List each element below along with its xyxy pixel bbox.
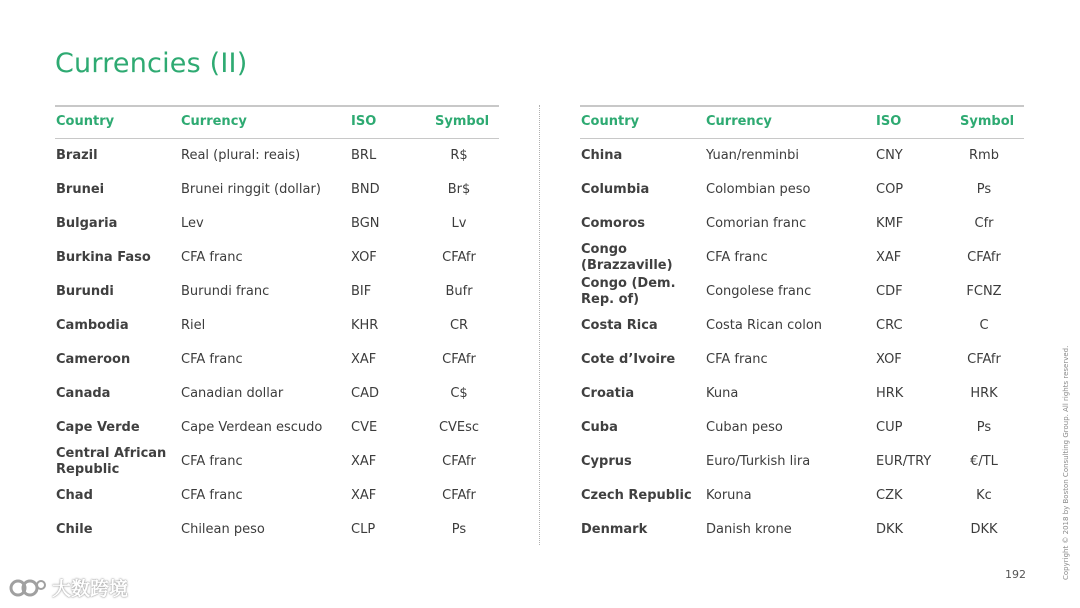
symbol-cell: Lv xyxy=(451,216,467,231)
header-iso: ISO xyxy=(876,114,902,129)
iso-cell: HRK xyxy=(876,386,904,401)
symbol-cell: DKK xyxy=(970,522,998,537)
iso-cell: BND xyxy=(351,182,380,197)
country-cell: Bulgaria xyxy=(56,216,118,231)
currency-cell: Colombian peso xyxy=(706,182,811,197)
iso-cell: CZK xyxy=(876,488,903,503)
iso-cell: BGN xyxy=(351,216,380,231)
country-cell: Costa Rica xyxy=(581,318,658,333)
iso-cell: XOF xyxy=(876,352,902,367)
table-row xyxy=(55,173,499,207)
symbol-cell: CFAfr xyxy=(967,250,1001,265)
symbol-cell: Ps xyxy=(976,182,992,197)
country-cell: Cambodia xyxy=(56,318,129,333)
table-header xyxy=(580,105,1024,139)
watermark-text: 大数跨境 xyxy=(52,578,129,600)
header-currency: Currency xyxy=(706,114,772,129)
table-row xyxy=(55,445,499,479)
currency-cell: CFA franc xyxy=(181,454,243,469)
watermark xyxy=(8,574,128,601)
iso-cell: CRC xyxy=(876,318,903,333)
country-cell: Cuba xyxy=(581,420,618,435)
currency-cell: Kuna xyxy=(706,386,739,401)
iso-cell: XOF xyxy=(351,250,377,265)
symbol-cell: CFAfr xyxy=(442,250,476,265)
table-row xyxy=(55,309,499,343)
symbol-cell: Kc xyxy=(976,488,992,503)
iso-cell: XAF xyxy=(876,250,902,265)
country-cell: Cote d’Ivoire xyxy=(581,352,676,367)
currency-cell: Chilean peso xyxy=(181,522,265,537)
iso-cell: COP xyxy=(876,182,904,197)
country-cell: Comoros xyxy=(581,216,646,231)
currency-cell: Brunei ringgit (dollar) xyxy=(181,182,321,197)
iso-cell: EUR/TRY xyxy=(876,454,932,469)
symbol-cell: CFAfr xyxy=(442,454,476,469)
page-title: Currencies (II) xyxy=(55,48,248,79)
currency-cell: CFA franc xyxy=(706,352,768,367)
symbol-cell: Ps xyxy=(451,522,467,537)
table-body-left xyxy=(55,139,499,547)
symbol-cell: CFAfr xyxy=(442,488,476,503)
symbol-cell: CFAfr xyxy=(967,352,1001,367)
table-row xyxy=(55,479,499,513)
iso-cell: CVE xyxy=(351,420,378,435)
table-row xyxy=(580,411,1024,445)
country-cell: Burkina Faso xyxy=(56,250,151,265)
table-row xyxy=(55,513,499,547)
currency-cell: CFA franc xyxy=(706,250,768,265)
country-cell: Czech Republic xyxy=(581,488,692,503)
iso-cell: KMF xyxy=(876,216,904,231)
header-country: Country xyxy=(56,114,115,129)
symbol-cell: HRK xyxy=(970,386,998,401)
symbol-cell: Rmb xyxy=(969,148,999,163)
currency-cell: Koruna xyxy=(706,488,752,503)
currency-cell: CFA franc xyxy=(181,352,243,367)
country-cell: Cyprus xyxy=(581,454,632,469)
table-row xyxy=(580,173,1024,207)
table-row xyxy=(580,445,1024,479)
iso-cell: CAD xyxy=(351,386,379,401)
country-cell: Cape Verde xyxy=(56,420,140,435)
currency-cell: Congolese franc xyxy=(706,284,812,299)
country-cell: Columbia xyxy=(581,182,650,197)
currency-table-left xyxy=(55,105,499,547)
iso-cell: CNY xyxy=(876,148,903,163)
currency-cell: CFA franc xyxy=(181,488,243,503)
table-row xyxy=(55,241,499,275)
table-row xyxy=(580,309,1024,343)
currency-table-right xyxy=(580,105,1024,547)
table-row xyxy=(55,377,499,411)
symbol-cell: FCNZ xyxy=(966,284,1002,299)
symbol-cell: C$ xyxy=(450,386,468,401)
symbol-cell: Cfr xyxy=(974,216,994,231)
iso-cell: KHR xyxy=(351,318,379,333)
page-number: 192 xyxy=(1005,568,1026,581)
iso-cell: CDF xyxy=(876,284,903,299)
iso-cell: CUP xyxy=(876,420,903,435)
country-cell: Canada xyxy=(56,386,111,401)
header-symbol: Symbol xyxy=(960,114,1015,129)
country-cell: Denmark xyxy=(581,522,648,537)
country-cell: Croatia xyxy=(581,386,635,401)
iso-cell: CLP xyxy=(351,522,376,537)
table-row xyxy=(580,207,1024,241)
iso-cell: XAF xyxy=(351,454,377,469)
country-cell: Brunei xyxy=(56,182,105,197)
symbol-cell: CVEsc xyxy=(438,420,480,435)
table-row xyxy=(580,241,1024,275)
column-divider xyxy=(539,105,540,545)
iso-cell: XAF xyxy=(351,488,377,503)
currency-cell: Euro/Turkish lira xyxy=(706,454,811,469)
country-cell: Congo (Brazzaville) xyxy=(581,242,673,273)
iso-cell: DKK xyxy=(876,522,904,537)
country-cell: China xyxy=(581,148,623,163)
currency-cell: Real (plural: reais) xyxy=(181,148,301,163)
watermark-logo-icon xyxy=(8,576,48,600)
currency-cell: Canadian dollar xyxy=(181,386,284,401)
table-row xyxy=(580,275,1024,309)
symbol-cell: CFAfr xyxy=(442,352,476,367)
header-iso: ISO xyxy=(351,114,377,129)
country-cell: Chad xyxy=(56,488,93,503)
header-country: Country xyxy=(581,114,640,129)
currency-cell: CFA franc xyxy=(181,250,243,265)
table-row xyxy=(580,139,1024,173)
currency-cell: Yuan/renminbi xyxy=(706,148,799,163)
currency-cell: Burundi franc xyxy=(181,284,270,299)
table-row xyxy=(55,411,499,445)
copyright-notice: Copyright © 2018 by Boston Consulting Group. All rights reserved. xyxy=(1062,345,1070,580)
country-cell: Central African Republic xyxy=(56,446,167,477)
iso-cell: XAF xyxy=(351,352,377,367)
symbol-cell: R$ xyxy=(450,148,468,163)
currency-cell: Cuban peso xyxy=(706,420,783,435)
symbol-cell: Bufr xyxy=(445,284,473,299)
table-row xyxy=(55,343,499,377)
table-row xyxy=(580,343,1024,377)
iso-cell: BIF xyxy=(351,284,372,299)
currency-cell: Cape Verdean escudo xyxy=(181,420,323,435)
table-row xyxy=(580,513,1024,547)
currency-cell: Costa Rican colon xyxy=(706,318,823,333)
currency-cell: Comorian franc xyxy=(706,216,807,231)
header-currency: Currency xyxy=(181,114,247,129)
country-cell: Burundi xyxy=(56,284,114,299)
table-row xyxy=(55,207,499,241)
country-cell: Chile xyxy=(56,522,93,537)
table-row xyxy=(55,139,499,173)
table-row xyxy=(580,479,1024,513)
currency-cell: Lev xyxy=(181,216,204,231)
table-row xyxy=(55,275,499,309)
table-row xyxy=(580,377,1024,411)
symbol-cell: Ps xyxy=(976,420,992,435)
table-header xyxy=(55,105,499,139)
table-body-right xyxy=(580,139,1024,547)
country-cell: Brazil xyxy=(56,148,98,163)
header-symbol: Symbol xyxy=(435,114,490,129)
country-cell: Cameroon xyxy=(56,352,131,367)
symbol-cell: €/TL xyxy=(970,454,998,469)
symbol-cell: CR xyxy=(449,318,469,333)
currency-cell: Riel xyxy=(181,318,206,333)
symbol-cell: Br$ xyxy=(447,182,471,197)
iso-cell: BRL xyxy=(351,148,377,163)
country-cell: Congo (Dem. Rep. of) xyxy=(581,276,676,307)
currency-cell: Danish krone xyxy=(706,522,792,537)
symbol-cell: C xyxy=(979,318,989,333)
